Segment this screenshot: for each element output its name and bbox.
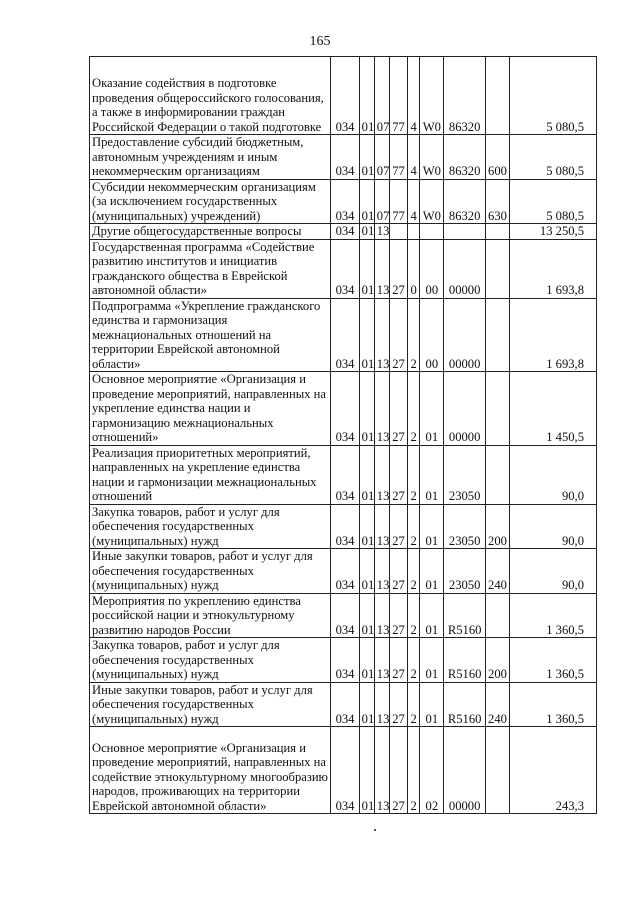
cell-direction: 23050: [444, 445, 485, 504]
cell-event: 00: [420, 239, 444, 298]
cell-pr: 13: [374, 298, 389, 372]
cell-sum: 1 360,5: [510, 638, 597, 683]
cell-program: 27: [389, 638, 407, 683]
cell-program: 27: [389, 239, 407, 298]
cell-subprogram: [408, 224, 420, 240]
cell-rz: 01: [359, 135, 374, 180]
cell-program: 27: [389, 445, 407, 504]
cell-gr: 034: [331, 179, 359, 224]
cell-rz: 01: [359, 372, 374, 446]
row-name: Государственная программа «Содействие развитию институтов и инициатив гражданского общества в Еврейской автономной области»: [90, 239, 331, 298]
cell-subprogram: 2: [408, 298, 420, 372]
row-name: Субсидии некоммерческим организациям (за исключением государственных (муниципальных) учреждений): [90, 179, 331, 224]
cell-event: 00: [420, 298, 444, 372]
cell-subprogram: 2: [408, 682, 420, 727]
cell-sum: 1 693,8: [510, 298, 597, 372]
cell-vr: 630: [485, 179, 509, 224]
cell-direction: 00000: [444, 372, 485, 446]
cell-sum: 243,3: [510, 727, 597, 814]
cell-sum: 5 080,5: [510, 135, 597, 180]
cell-subprogram: 2: [408, 727, 420, 814]
cell-rz: 01: [359, 727, 374, 814]
cell-event: W0: [420, 179, 444, 224]
cell-vr: 200: [485, 504, 509, 549]
cell-sum: 90,0: [510, 445, 597, 504]
cell-subprogram: 2: [408, 445, 420, 504]
cell-program: 77: [389, 179, 407, 224]
cell-pr: 13: [374, 445, 389, 504]
cell-subprogram: 2: [408, 504, 420, 549]
cell-rz: 01: [359, 638, 374, 683]
cell-subprogram: 4: [408, 179, 420, 224]
cell-subprogram: 2: [408, 638, 420, 683]
cell-subprogram: 4: [408, 135, 420, 180]
table-row: [90, 57, 597, 135]
cell-sum: 1 360,5: [510, 682, 597, 727]
cell-vr: [485, 57, 509, 135]
cell-rz: 01: [359, 224, 374, 240]
cell-program: 27: [389, 549, 407, 594]
cell-program: 27: [389, 727, 407, 814]
row-name: Основное мероприятие «Организация и проведение мероприятий, направленных на содействие этнокультурному многообразию народов, проживающих на территории Еврейской автономной области»: [90, 727, 331, 814]
cell-gr: 034: [331, 727, 359, 814]
row-name: Иные закупки товаров, работ и услуг для обеспечения государственных (муниципальных) нужд: [90, 549, 331, 594]
cell-program: 27: [389, 682, 407, 727]
table-row: [90, 372, 597, 446]
row-name: Другие общегосударственные вопросы: [90, 224, 331, 240]
cell-vr: 240: [485, 682, 509, 727]
cell-pr: 13: [374, 372, 389, 446]
cell-sum: 5 080,5: [510, 179, 597, 224]
cell-direction: 86320: [444, 179, 485, 224]
page-number: 165: [309, 34, 331, 49]
cell-sum: 5 080,5: [510, 57, 597, 135]
cell-vr: [485, 593, 509, 638]
cell-event: [420, 224, 444, 240]
cell-subprogram: 2: [408, 372, 420, 446]
cell-direction: R5160: [444, 593, 485, 638]
cell-direction: 86320: [444, 135, 485, 180]
cell-vr: [485, 239, 509, 298]
cell-rz: 01: [359, 549, 374, 594]
table-row: [90, 504, 597, 549]
cell-gr: 034: [331, 57, 359, 135]
cell-direction: 00000: [444, 239, 485, 298]
cell-sum: 1 693,8: [510, 239, 597, 298]
cell-pr: 13: [374, 638, 389, 683]
table-row: [90, 549, 597, 594]
cell-gr: 034: [331, 638, 359, 683]
cell-direction: [444, 224, 485, 240]
cell-direction: R5160: [444, 638, 485, 683]
cell-event: 01: [420, 549, 444, 594]
row-name: Закупка товаров, работ и услуг для обеспечения государственных (муниципальных) нужд: [90, 504, 331, 549]
cell-rz: 01: [359, 445, 374, 504]
cell-gr: 034: [331, 239, 359, 298]
cell-sum: 1 360,5: [510, 593, 597, 638]
cell-gr: 034: [331, 682, 359, 727]
cell-event: 01: [420, 504, 444, 549]
cell-pr: 07: [374, 57, 389, 135]
cell-event: W0: [420, 135, 444, 180]
row-name: Подпрограмма «Укрепление гражданского единства и гармонизация межнациональных отношений на территории Еврейской автономной области»: [90, 298, 331, 372]
table-row: [90, 682, 597, 727]
cell-direction: 23050: [444, 549, 485, 594]
row-name: Оказание содействия в подготовке проведения общероссийского голосования, а также в информировании граждан Российской Федерации о такой подготовке: [90, 57, 331, 135]
cell-vr: 200: [485, 638, 509, 683]
cell-subprogram: 2: [408, 593, 420, 638]
cell-pr: 13: [374, 504, 389, 549]
cell-rz: 01: [359, 239, 374, 298]
cell-program: 27: [389, 372, 407, 446]
cell-direction: 00000: [444, 727, 485, 814]
row-name: Мероприятия по укреплению единства российской нации и этнокультурному развитию народов России: [90, 593, 331, 638]
row-name: Иные закупки товаров, работ и услуг для обеспечения государственных (муниципальных) нужд: [90, 682, 331, 727]
cell-gr: 034: [331, 372, 359, 446]
cell-gr: 034: [331, 504, 359, 549]
cell-gr: 034: [331, 549, 359, 594]
cell-vr: [485, 727, 509, 814]
cell-pr: 13: [374, 682, 389, 727]
cell-sum: 1 450,5: [510, 372, 597, 446]
cell-rz: 01: [359, 179, 374, 224]
cell-gr: 034: [331, 224, 359, 240]
cell-program: 77: [389, 135, 407, 180]
cell-event: 01: [420, 445, 444, 504]
cell-event: 01: [420, 593, 444, 638]
cell-rz: 01: [359, 57, 374, 135]
cell-event: 01: [420, 638, 444, 683]
cell-vr: [485, 372, 509, 446]
cell-pr: 13: [374, 224, 389, 240]
cell-subprogram: 0: [408, 239, 420, 298]
cell-pr: 13: [374, 549, 389, 594]
cell-event: 01: [420, 372, 444, 446]
cell-direction: R5160: [444, 682, 485, 727]
table-row: [90, 224, 597, 240]
cell-gr: 034: [331, 445, 359, 504]
cell-rz: 01: [359, 682, 374, 727]
cell-rz: 01: [359, 298, 374, 372]
cell-vr: [485, 298, 509, 372]
cell-rz: 01: [359, 504, 374, 549]
row-name: Основное мероприятие «Организация и проведение мероприятий, направленных на укрепление единства нации и гармонизацию межнациональных отношений»: [90, 372, 331, 446]
cell-event: 01: [420, 682, 444, 727]
table-row: [90, 593, 597, 638]
budget-table: [89, 56, 597, 814]
table-row: [90, 179, 597, 224]
cell-pr: 13: [374, 727, 389, 814]
cell-direction: 23050: [444, 504, 485, 549]
cell-subprogram: 2: [408, 549, 420, 594]
cell-program: 27: [389, 298, 407, 372]
cell-direction: 86320: [444, 57, 485, 135]
row-name: Предоставление субсидий бюджетным, автономным учреждениям и иным некоммерческим организациям: [90, 135, 331, 180]
cell-pr: 07: [374, 135, 389, 180]
cell-vr: 600: [485, 135, 509, 180]
cell-direction: 00000: [444, 298, 485, 372]
cell-vr: [485, 445, 509, 504]
cell-vr: [485, 224, 509, 240]
cell-subprogram: 4: [408, 57, 420, 135]
cell-program: 27: [389, 504, 407, 549]
page-mark: [374, 829, 376, 831]
cell-program: 27: [389, 593, 407, 638]
cell-pr: 13: [374, 593, 389, 638]
table-row: [90, 638, 597, 683]
cell-event: 02: [420, 727, 444, 814]
cell-program: [389, 224, 407, 240]
cell-gr: 034: [331, 593, 359, 638]
cell-vr: 240: [485, 549, 509, 594]
cell-event: W0: [420, 57, 444, 135]
table-row: [90, 239, 597, 298]
table-row: [90, 298, 597, 372]
cell-program: 77: [389, 57, 407, 135]
cell-pr: 13: [374, 239, 389, 298]
cell-pr: 07: [374, 179, 389, 224]
table-row: [90, 135, 597, 180]
cell-sum: 13 250,5: [510, 224, 597, 240]
cell-sum: 90,0: [510, 504, 597, 549]
cell-gr: 034: [331, 135, 359, 180]
cell-gr: 034: [331, 298, 359, 372]
cell-sum: 90,0: [510, 549, 597, 594]
table-body: [90, 57, 597, 814]
row-name: Закупка товаров, работ и услуг для обеспечения государственных (муниципальных) нужд: [90, 638, 331, 683]
cell-rz: 01: [359, 593, 374, 638]
row-name: Реализация приоритетных мероприятий, направленных на укрепление единства нации и гармонизации межнациональных отношений: [90, 445, 331, 504]
table-row: [90, 727, 597, 814]
table-row: [90, 445, 597, 504]
